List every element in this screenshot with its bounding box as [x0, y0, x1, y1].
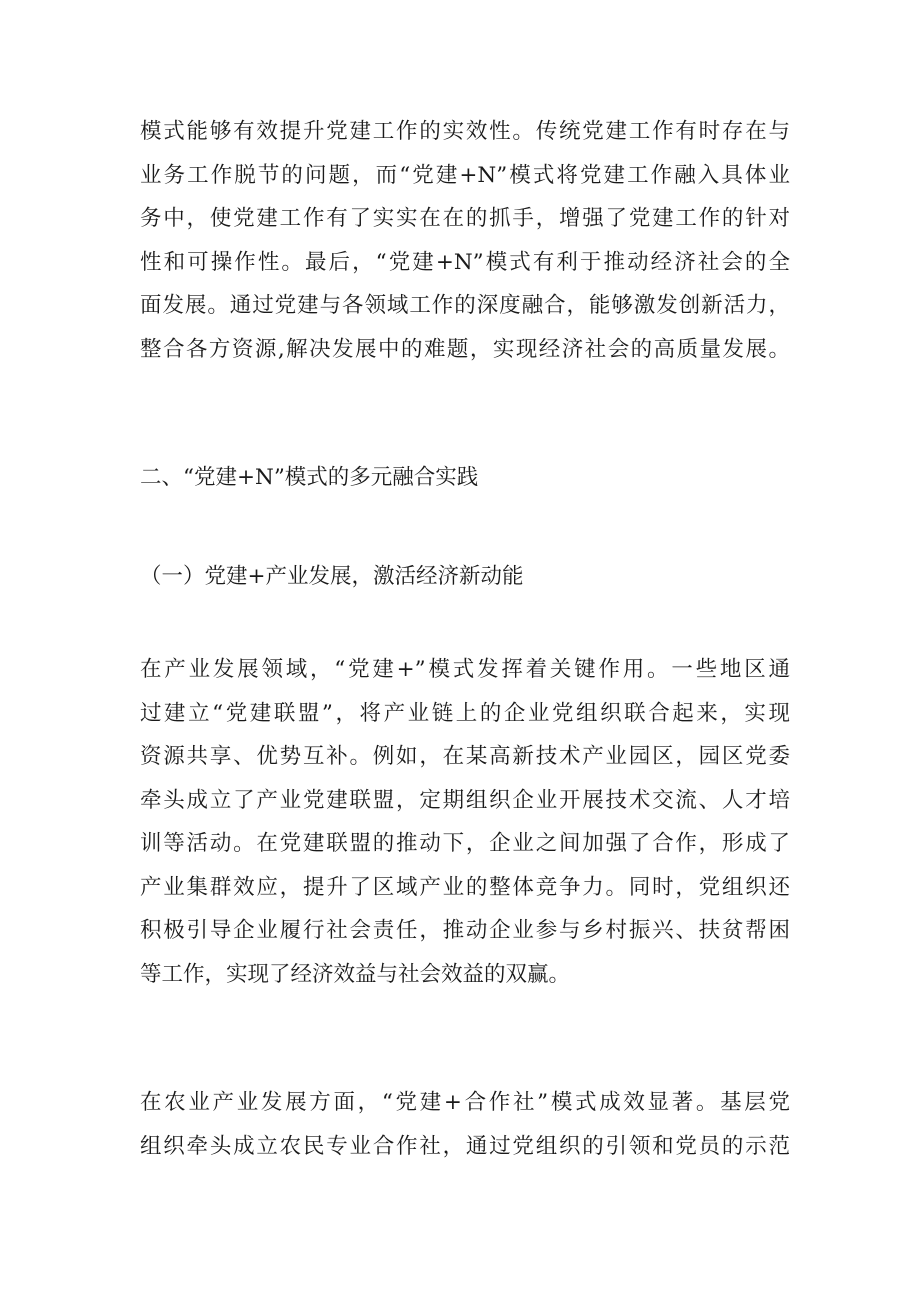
- text-line: 组织牵头成立农民专业合作社，通过党组织的引领和党员的示范: [140, 1133, 790, 1159]
- text-line: 过建立“党建联盟”，将产业链上的企业党组织联合起来，实现: [140, 700, 790, 726]
- text-line: 业务工作脱节的问题，而“党建+N”模式将党建工作融入具体业: [140, 162, 790, 188]
- text-line: 牵头成立了产业党建联盟，定期组织企业开展技术交流、人才培: [140, 787, 790, 813]
- subsection-heading: （一）党建+产业发展，激活经济新动能: [140, 564, 524, 589]
- text-line: 性和可操作性。最后，“党建+N”模式有利于推动经济社会的全: [140, 249, 790, 275]
- paragraph-3: [140, 1081, 790, 1168]
- paragraph-2: [140, 648, 790, 996]
- text-line: 等工作，实现了经济效益与社会效益的双赢。: [140, 961, 571, 987]
- text-line: 模式能够有效提升党建工作的实效性。传统党建工作有时存在与: [140, 119, 790, 144]
- paragraph-1: [140, 110, 790, 371]
- text-line: 资源共享、优势互补。例如，在某高新技术产业园区，园区党委: [140, 744, 790, 769]
- section-heading: 二、“党建+N”模式的多元融合实践: [140, 465, 479, 490]
- text-line: 面发展。通过党建与各领域工作的深度融合，能够激发创新活力，: [140, 293, 790, 318]
- text-line: 训等活动。在党建联盟的推动下，企业之间加强了合作，形成了: [140, 831, 790, 856]
- text-line: 积极引导企业履行社会责任，推动企业参与乡村振兴、扶贫帮困: [140, 918, 790, 943]
- text-line: 在产业发展领域，“党建+”模式发挥着关键作用。一些地区通: [140, 657, 790, 682]
- text-line: 整合各方资源,解决发展中的难题，实现经济社会的高质量发展。: [140, 336, 790, 362]
- text-line: 务中，使党建工作有了实实在在的抓手，增强了党建工作的针对: [140, 206, 790, 231]
- text-line: 产业集群效应，提升了区域产业的整体竞争力。同时，党组织还: [140, 874, 790, 900]
- text-line: 在农业产业发展方面，“党建+合作社”模式成效显著。基层党: [140, 1090, 790, 1115]
